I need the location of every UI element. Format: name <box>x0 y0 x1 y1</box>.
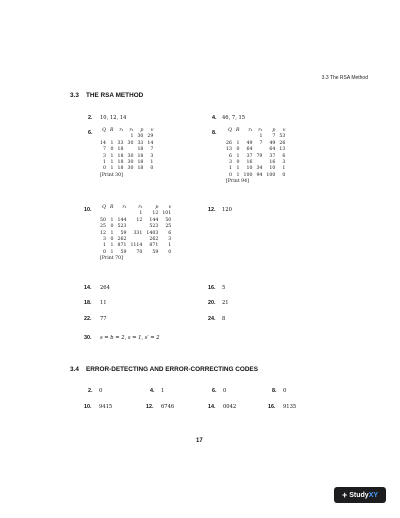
table-cell: 1 <box>228 166 232 172</box>
table-cell: 1 <box>259 134 263 140</box>
exercise-answer: 0 <box>223 388 227 394</box>
table-cell: 7 <box>102 147 106 153</box>
table-note-row <box>98 173 155 179</box>
table-cell: 50 <box>165 217 172 223</box>
table-note-row <box>224 179 287 185</box>
exercise-answer: 9135 <box>283 404 297 410</box>
exercise-number: 8. <box>212 130 217 136</box>
table-cell: 30 <box>137 134 144 140</box>
exercise-answer: 120 <box>222 207 232 213</box>
column-header: Q <box>102 128 106 133</box>
table-cell: 0 <box>110 237 114 243</box>
table-cell: 1 <box>110 160 114 166</box>
column-header: r₂ <box>258 128 263 133</box>
table-cell: 0 <box>282 172 286 178</box>
exercise-number: 12. <box>208 207 216 213</box>
exercise-number: 8. <box>272 388 277 394</box>
logo-text <box>349 492 378 499</box>
column-header: r₂ <box>129 128 134 133</box>
table-cell: 1 <box>110 166 114 172</box>
column-header: r₂ <box>138 205 143 210</box>
print-note: [Print 70] <box>100 256 123 262</box>
table-cell: 3 <box>102 153 106 159</box>
exercise-answer: 11 <box>100 300 107 306</box>
section-heading-3-4 <box>70 366 258 373</box>
exercise-answer: 0042 <box>223 404 237 410</box>
table-cell: 12 <box>100 230 106 236</box>
column-header: Q <box>102 205 106 210</box>
table-cell: 13 <box>279 147 286 153</box>
table-cell: 16 <box>246 160 253 166</box>
exercise-answer: 8 <box>222 316 226 322</box>
page-number: 17 <box>196 438 203 444</box>
exercise-number: 20. <box>208 300 216 306</box>
table-cell: 18 <box>117 147 124 153</box>
table-cell: 1 <box>110 217 114 223</box>
exercise-number: 22. <box>84 316 92 322</box>
table-cell: 3 <box>228 160 232 166</box>
section-title: ERROR-DETECTING AND ERROR-CORRECTING CODES <box>86 366 258 373</box>
table-cell: 25 <box>165 224 172 230</box>
column-header: R <box>109 205 114 210</box>
table-cell: 64 <box>269 147 276 153</box>
table-cell: 12 <box>136 217 143 223</box>
table-cell: 18 <box>137 160 144 166</box>
table-cell: 144 <box>149 217 159 223</box>
table-cell: 1 <box>139 211 143 217</box>
table-cell: 0 <box>102 166 106 172</box>
table-cell: 1 <box>130 134 134 140</box>
column-header: p <box>155 205 159 210</box>
exercise-number: 2. <box>88 115 93 121</box>
section-number: 3.3 <box>70 92 79 99</box>
table-cell: 1 <box>282 166 286 172</box>
rsa-table-ex8 <box>224 128 287 186</box>
exercise-number: 30. <box>84 335 92 341</box>
exercise-number: 14. <box>208 404 216 410</box>
table-cell: 26 <box>226 140 232 146</box>
table-cell: 1 <box>102 160 106 166</box>
table-cell: 331 <box>133 230 143 236</box>
exercise-answer: 1 <box>161 388 165 394</box>
table-cell: 262 <box>149 237 159 243</box>
table-cell: 144 <box>117 217 127 223</box>
table-cell: 49 <box>246 140 253 146</box>
table-cell: 30 <box>127 153 134 159</box>
table-cell: 0 <box>102 249 106 255</box>
exercise-answer: 10, 12, 14 <box>100 115 127 121</box>
table-cell: 18 <box>137 153 144 159</box>
table-cell: 871 <box>117 243 127 249</box>
table-cell: 10 <box>269 166 276 172</box>
exercise-number: 18. <box>84 300 92 306</box>
logo-xy: XY <box>368 491 379 499</box>
table-cell: 25 <box>100 224 106 230</box>
table-cell: 16 <box>269 160 276 166</box>
exercise-number: 14. <box>84 285 92 291</box>
table-cell: 0 <box>110 224 114 230</box>
table-cell: 18 <box>137 147 144 153</box>
table-cell: 6 <box>282 153 286 159</box>
exercise-answer: 9415 <box>99 404 113 410</box>
table-cell: 64 <box>246 147 253 153</box>
table-cell: 1 <box>236 172 240 178</box>
table-cell: 33 <box>117 140 124 146</box>
section-heading-3-3 <box>70 92 143 99</box>
exercise-number: 6. <box>212 388 217 394</box>
table-cell: 79 <box>256 153 263 159</box>
table-cell: 12 <box>152 211 159 217</box>
exercise-answer: 264 <box>100 285 110 291</box>
table-cell: 1 <box>236 140 240 146</box>
table-note-row <box>98 256 173 262</box>
column-header: p <box>272 128 276 133</box>
table-cell: 1 <box>150 160 154 166</box>
table-cell: 7 <box>259 140 263 146</box>
table-cell: 3 <box>168 237 172 243</box>
column-header: R <box>109 128 114 133</box>
table-cell: 101 <box>162 211 172 217</box>
table-cell: 30 <box>127 166 134 172</box>
table-cell: 1403 <box>146 230 159 236</box>
plus-icon: + <box>341 489 348 500</box>
column-header: v <box>282 128 286 133</box>
table-cell: 59 <box>120 230 127 236</box>
table-cell: 1 <box>110 140 114 146</box>
table-cell: 14 <box>100 140 106 146</box>
exercise-answer: 21 <box>222 300 229 306</box>
logo-study: Study <box>349 491 369 499</box>
table-cell: 0 <box>236 147 240 153</box>
table-cell: 6 <box>228 153 232 159</box>
rsa-table-ex6 <box>98 128 155 179</box>
column-header: r₁ <box>122 205 127 210</box>
table-cell: 0 <box>110 147 114 153</box>
exercise-number: 4. <box>150 388 155 394</box>
table-cell: 7 <box>272 134 276 140</box>
table-cell: 1 <box>110 243 114 249</box>
exercise-answer: 6746 <box>161 404 175 410</box>
table-cell: 18 <box>117 153 124 159</box>
table-cell: 1 <box>102 243 106 249</box>
exercise-answer: 77 <box>100 316 107 322</box>
table-cell: 37 <box>246 153 253 159</box>
table-cell: 94 <box>256 172 263 178</box>
exercise-answer: 5 <box>222 285 226 291</box>
exercise-answer: s = b = 2, s = 1, s′ = 2 <box>100 335 160 341</box>
table-cell: 34 <box>256 166 263 172</box>
table-cell: 37 <box>269 153 276 159</box>
section-title: THE RSA METHOD <box>86 92 144 99</box>
table-cell: 10 <box>246 166 253 172</box>
table-cell: 50 <box>100 217 106 223</box>
exercise-answer: 0 <box>99 388 103 394</box>
table-cell: 14 <box>147 140 154 146</box>
table-cell: 13 <box>226 147 232 153</box>
table-cell: 26 <box>279 140 286 146</box>
table-cell: 0 <box>228 172 232 178</box>
table-cell: 523 <box>149 224 159 230</box>
column-header: r₁ <box>119 128 124 133</box>
column-header: v <box>168 205 172 210</box>
table-cell: 49 <box>269 140 276 146</box>
table-cell: 0 <box>236 160 240 166</box>
table-cell: 3 <box>102 237 106 243</box>
table-cell: 1 <box>236 153 240 159</box>
exercise-answer: 0 <box>283 388 287 394</box>
column-header: R <box>235 128 240 133</box>
table-cell: 7 <box>150 147 154 153</box>
table-cell: 59 <box>152 249 159 255</box>
table-cell: 30 <box>127 140 134 146</box>
table-cell: 1114 <box>130 243 143 249</box>
exercise-number: 16. <box>208 285 216 291</box>
exercise-number: 4. <box>212 115 217 121</box>
table-cell: 18 <box>117 160 124 166</box>
table-cell: 1 <box>168 243 172 249</box>
table-cell: 0 <box>168 249 172 255</box>
exercise-number: 12. <box>146 404 154 410</box>
column-header: r₁ <box>248 128 253 133</box>
table-cell: 1 <box>110 153 114 159</box>
exercise-number: 10. <box>84 404 92 410</box>
table-cell: 0 <box>150 166 154 172</box>
exercise-number: 2. <box>88 388 93 394</box>
table-cell: 18 <box>117 166 124 172</box>
table-cell: 33 <box>137 140 144 146</box>
table-cell: 523 <box>117 224 127 230</box>
table-cell: 18 <box>137 166 144 172</box>
table-cell: 30 <box>127 160 134 166</box>
table-cell: 6 <box>168 230 172 236</box>
print-note: [Print 94] <box>226 179 249 185</box>
table-cell: 3 <box>150 153 154 159</box>
print-note: [Print 30] <box>100 172 123 178</box>
exercise-number: 16. <box>268 404 276 410</box>
rsa-table-ex10 <box>98 205 173 263</box>
table-cell: 29 <box>147 134 154 140</box>
table-cell: 100 <box>266 172 276 178</box>
table-cell: 262 <box>117 237 127 243</box>
exercise-number: 10. <box>84 207 92 213</box>
table-cell: 100 <box>243 172 253 178</box>
table-cell: 871 <box>149 243 159 249</box>
table-cell: 1 <box>110 230 114 236</box>
table-cell: 70 <box>136 249 143 255</box>
column-header: v <box>150 128 154 133</box>
exercise-number: 24. <box>208 316 216 322</box>
table-cell: 53 <box>279 134 286 140</box>
table-cell: 3 <box>282 160 286 166</box>
table-cell: 59 <box>120 249 127 255</box>
exercise-answer: 46, 7, 15 <box>222 115 246 121</box>
exercise-number: 6. <box>88 130 93 136</box>
section-number: 3.4 <box>70 366 79 373</box>
studyxy-logo <box>334 487 386 503</box>
table-cell: 1 <box>236 166 240 172</box>
table-cell: 1 <box>110 249 114 255</box>
column-header: Q <box>228 128 232 133</box>
running-header: 3.3 The RSA Method <box>321 75 368 81</box>
column-header: p <box>140 128 144 133</box>
